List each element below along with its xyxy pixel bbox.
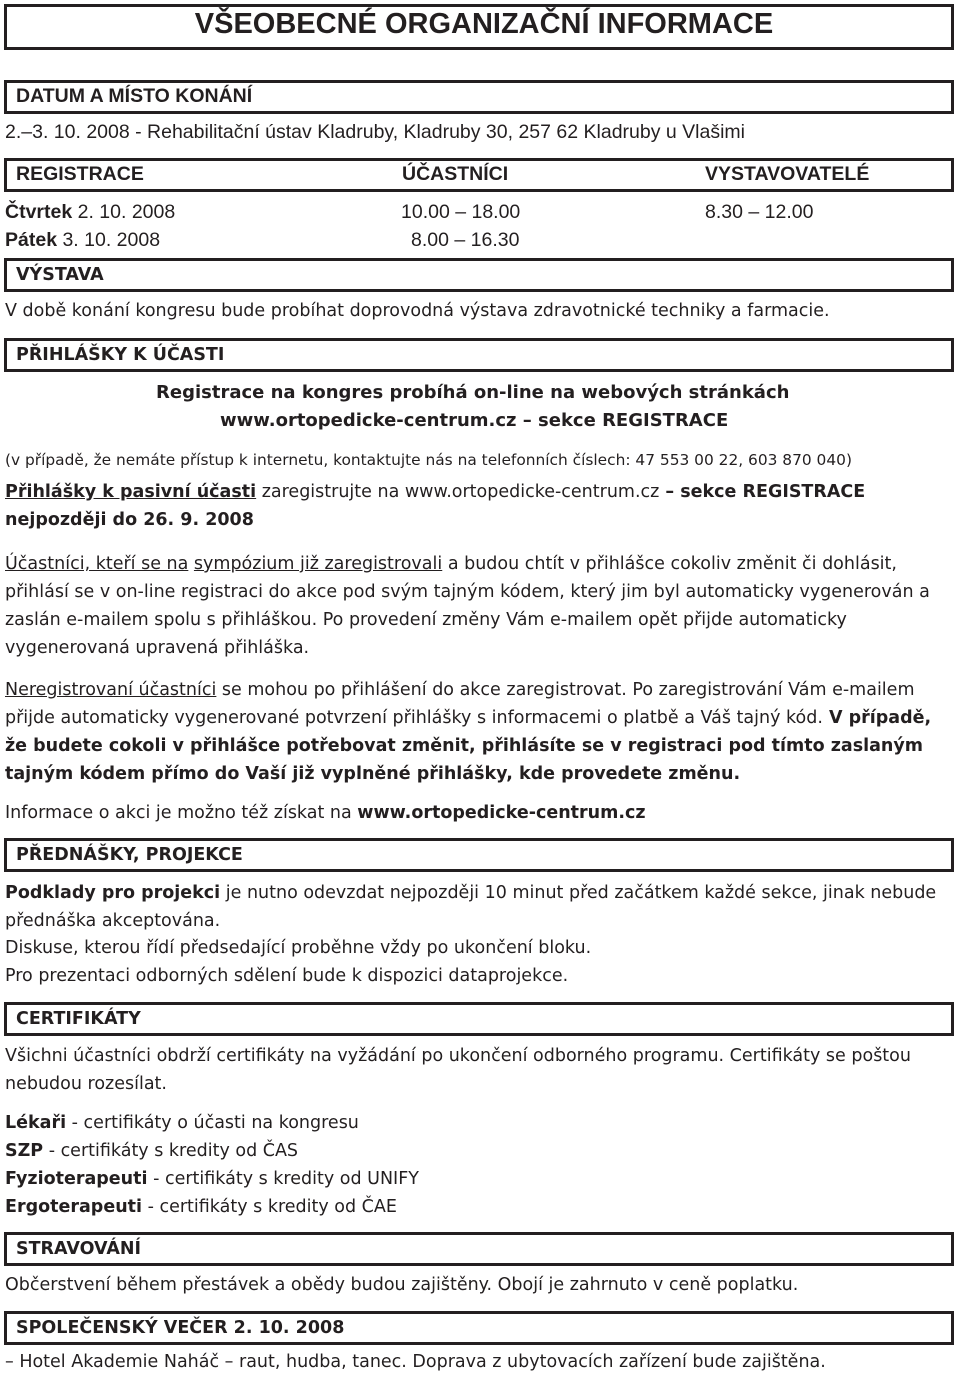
podklady-bold: Podklady pro projekci xyxy=(5,883,221,903)
pasivni-bold: – sekce REGISTRACE xyxy=(659,482,866,502)
stravovani-heading: STRAVOVÁNÍ xyxy=(16,1239,142,1259)
datum-text: 2.–3. 10. 2008 - Rehabilitační ústav Kladruby, Kladruby 30, 257 62 Kladruby u Vlašimi xyxy=(5,121,746,143)
registrace-link[interactable]: www.ortopedicke-centrum.cz xyxy=(220,410,517,431)
prihlasky-paragraph-1 xyxy=(5,550,955,662)
podklady-text: je nutno odevzdat nejpozději 10 minut před začátkem každé sekce, jinak nebude přednáška akceptována. xyxy=(5,883,937,931)
info-link[interactable]: www.ortopedicke-centrum.cz xyxy=(357,803,646,823)
certifikat-item: Ergoterapeuti - certifikáty s kredity od ČAE xyxy=(5,1197,397,1217)
prednasky-paragraph-1 xyxy=(5,879,955,935)
ucastnici-link[interactable]: Účastníci, kteří se na xyxy=(5,554,189,574)
pasivni-line xyxy=(5,482,865,502)
vystava-heading-box xyxy=(4,258,954,292)
schedule-row-1-day xyxy=(5,201,175,224)
page-title: VŠEOBECNÉ ORGANIZAČNÍ INFORMACE xyxy=(194,8,774,40)
schedule-row-1-ucastnici: 10.00 – 18.00 xyxy=(401,201,521,223)
vystavovatele-heading: VYSTAVOVATELÉ xyxy=(705,163,870,185)
ucastnici-heading: ÚČASTNÍCI xyxy=(402,163,509,185)
schedule-row-2-day xyxy=(5,229,160,252)
schedule-day-name: Pátek xyxy=(5,229,58,251)
p1-text: a budou chtít v přihlášce cokoliv změnit či dohlásit, přihlásí se v on-line registraci do akce pod svým tajným kódem, který jim byl automaticky vygenerován a zaslán e-mailem spolu s přihláškou. Po provedení změny Vám e-mailem opět přijde automaticky vygenerovaná upravená přihláška. xyxy=(5,554,930,658)
vecer-text: – Hotel Akademie Naháč – raut, hudba, tanec. Doprava z ubytovacích zařízení bude zajištěna. xyxy=(5,1352,826,1372)
certifikaty-text: Všichni účastníci obdrží certifikáty na vyžádání po ukončení odborného programu. Certifikáty se poštou nebudou rozesílat. xyxy=(5,1046,911,1094)
certifikat-item: Fyzioterapeuti - certifikáty s kredity od UNIFY xyxy=(5,1169,419,1189)
prednasky-heading: PŘEDNÁŠKY, PROJEKCE xyxy=(16,845,243,865)
datum-heading: DATUM A MÍSTO KONÁNÍ xyxy=(16,85,253,107)
neregistrovani-link[interactable]: Neregistrovaní účastníci xyxy=(5,680,217,700)
vystava-text: V době konání kongresu bude probíhat doprovodná výstava zdravotnické techniky a farmacie. xyxy=(5,301,830,321)
schedule-date: 3. 10. 2008 xyxy=(57,229,161,251)
prihlasky-center-line-2 xyxy=(220,410,728,431)
stravovani-heading-box xyxy=(4,1232,954,1266)
certifikat-item: Lékaři - certifikáty o účasti na kongresu xyxy=(5,1113,359,1133)
sekce-label: – sekce REGISTRACE xyxy=(516,410,729,431)
pasivni-link[interactable]: Přihlášky k pasivní účasti xyxy=(5,482,257,502)
zaregistrovali-link[interactable]: sympózium již zaregistrovali xyxy=(193,554,443,574)
vystava-heading: VÝSTAVA xyxy=(16,265,104,285)
certifikaty-heading-box xyxy=(4,1002,954,1036)
schedule-row-2-ucastnici: 8.00 – 16.30 xyxy=(411,229,520,251)
pasivni-text: zaregistrujte na www.ortopedicke-centrum.cz xyxy=(256,482,660,502)
info-line xyxy=(5,803,646,823)
prednasky-paragraph-2: Diskuse, kterou řídí předsedající proběhne vždy po ukončení bloku. xyxy=(5,938,592,958)
pasivni-deadline: nejpozději do 26. 9. 2008 xyxy=(5,510,254,530)
vecer-heading: SPOLEČENSKÝ VEČER 2. 10. 2008 xyxy=(16,1318,345,1338)
certifikaty-heading: CERTIFIKÁTY xyxy=(16,1009,141,1029)
stravovani-text: Občerstvení během přestávek a obědy budou zajištěny. Obojí je zahrnuto v ceně poplatku. xyxy=(5,1275,799,1295)
prihlasky-heading: PŘIHLÁŠKY K ÚČASTI xyxy=(16,345,225,365)
contact-note: (v případě, že nemáte přístup k internetu, kontaktujte nás na telefonních číslech: 47 553 00 22, 603 870 040) xyxy=(5,451,852,469)
registrace-heading: REGISTRACE xyxy=(16,163,144,185)
prihlasky-center-line-1: Registrace na kongres probíhá on-line na webových stránkách xyxy=(156,382,790,403)
certifikat-item: SZP - certifikáty s kredity od ČAS xyxy=(5,1141,299,1161)
prednasky-paragraph-3: Pro prezentaci odborných sdělení bude k dispozici dataprojekce. xyxy=(5,966,569,986)
info-text: Informace o akci je možno též získat na xyxy=(5,803,358,823)
schedule-date: 2. 10. 2008 xyxy=(72,201,176,223)
p2-bold: V případě, že budete cokoli v přihlášce potřebovat změnit, přihlásíte se v registraci pod tímto zaslaným tajným kódem přímo do Vaší již vyplněné přihlášky, kde provedete změnu. xyxy=(5,708,932,784)
p2-text: se mohou po přihlášení do akce zaregistrovat. Po zaregistrování Vám e-mailem přijde automaticky vygenerované potvrzení přihlášky s informacemi o platbě a Váš tajný kód. xyxy=(5,680,915,728)
schedule-row-1-vystavovatele: 8.30 – 12.00 xyxy=(705,201,814,223)
prihlasky-paragraph-2 xyxy=(5,676,955,788)
schedule-day-name: Čtvrtek xyxy=(5,201,73,223)
